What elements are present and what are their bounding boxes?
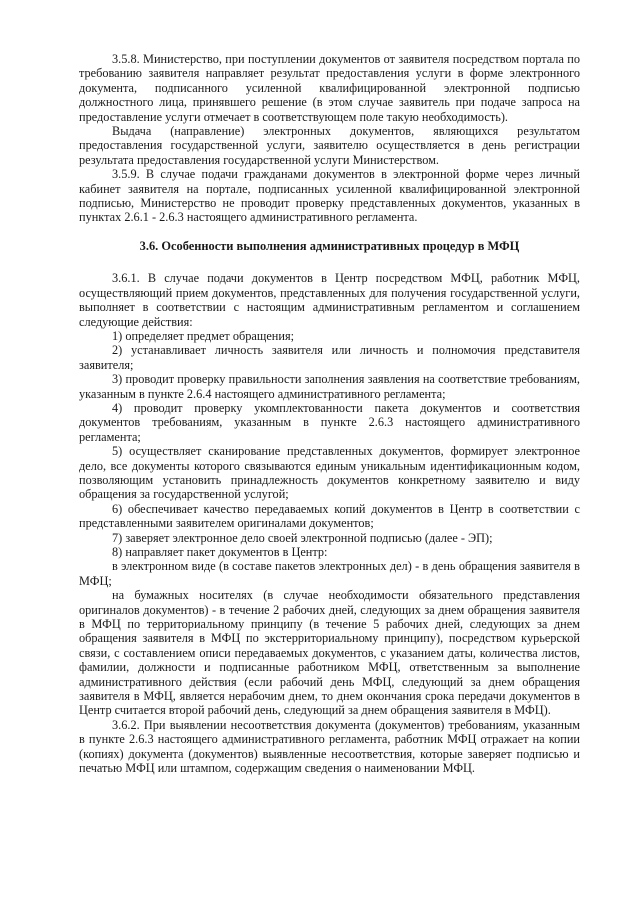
- sub-item-electronic: в электронном виде (в составе пакетов электронных дел) - в день обращения заявителя в МФЦ;: [79, 559, 580, 588]
- section-heading-3-6: 3.6. Особенности выполнения административных процедур в МФЦ: [139, 238, 520, 253]
- paragraph-issuance: Выдача (направление) электронных документов, являющихся результатом предоставления государственной услуги, заявителю осуществляется в день регистрации результата предоставления государственной услуги Министерством.: [79, 124, 580, 167]
- list-item-5: 5) осуществляет сканирование представленных документов, формирует электронное дело, все документы которого связываются единым уникальным идентификационным кодом, позволяющим установить принадлежность документов конкретному заявителю и виду обращения за государственной услугой;: [79, 444, 580, 502]
- list-item-2: 2) устанавливает личность заявителя или личность и полномочия представителя заявителя;: [79, 343, 580, 372]
- list-item-8: 8) направляет пакет документов в Центр:: [112, 545, 328, 559]
- list-item-1: 1) определяет предмет обращения;: [112, 328, 295, 343]
- list-item-6: 6) обеспечивает качество передаваемых копий документов в Центр в соответствии с представленными заявителем оригиналами документов;: [79, 501, 580, 531]
- paragraph-3-5-8: 3.5.8. Министерство, при поступлении документов от заявителя посредством портала по требованию заявителя направляет результат предоставления услуги в форме электронного документа, подписанного усиленной квалифицированной электронной подписью должностного лица, принявшего решение (в этом случае заявитель при подаче запроса на предоставление услуги отмечает в соответствующем поле такую необходимость).: [79, 52, 580, 124]
- list-item-4: 4) проводит проверку укомплектованности пакета документов и соответствия документов требованиям, указанным в пункте 2.6.3 настоящего административного регламента;: [79, 400, 580, 444]
- sub-item-paper: на бумажных носителях (в случае необходимости обязательного представления оригиналов документов) - в течение 2 рабочих дней, следующих за днем обращения заявителя в МФЦ по территориальному принципу (в течение 5 рабочих дней, следующих за днем обращения заявителя в МФЦ по экстерриториальному принципу), посредством курьерской связи, с составлением описи передаваемых документов, с указанием даты, количества листов, фамилии, должности и подписанные работником МФЦ, ответственным за выполнение административного действия (если рабочий день МФЦ, следующий за днем обращения заявителя в МФЦ, является нерабочим днем, то днем окончания срока передачи документов в Центр считается второй рабочий день, следующий за днем обращения заявителя в МФЦ).: [79, 588, 580, 718]
- paragraph-3-6-1: 3.6.1. В случае подачи документов в Центр посредством МФЦ, работник МФЦ, осуществляющий прием документов, представленных для получения государственной услуги, выполняет в соответствии с настоящим административным регламентом и соглашением следующие действия:: [79, 271, 580, 329]
- paragraph-3-5-9: 3.5.9. В случае подачи гражданами документов в электронной форме через личный кабинет заявителя на портале, подписанных усиленной квалифицированной электронной подписью, Министерство не проводит проверку представленных документов, указанных в пунктах 2.6.1 - 2.6.3 настоящего административного регламента.: [79, 167, 580, 225]
- paragraph-3-6-2: 3.6.2. При выявлении несоответствия документа (документов) требованиям, указанным в пункте 2.6.3 настоящего административного регламента, работник МФЦ отражает на копии (копиях) документа (документов) выявленные несоответствия, которые заверяет подписью и печатью МФЦ или штампом, содержащим сведения о наименовании МФЦ.: [79, 717, 580, 776]
- list-item-3: 3) проводит проверку правильности заполнения заявления на соответствие требованиям, указанным в пункте 2.6.4 настоящего административного регламента;: [79, 372, 580, 401]
- list-item-7: 7) заверяет электронное дело своей электронной подписью (далее - ЭП);: [112, 530, 493, 545]
